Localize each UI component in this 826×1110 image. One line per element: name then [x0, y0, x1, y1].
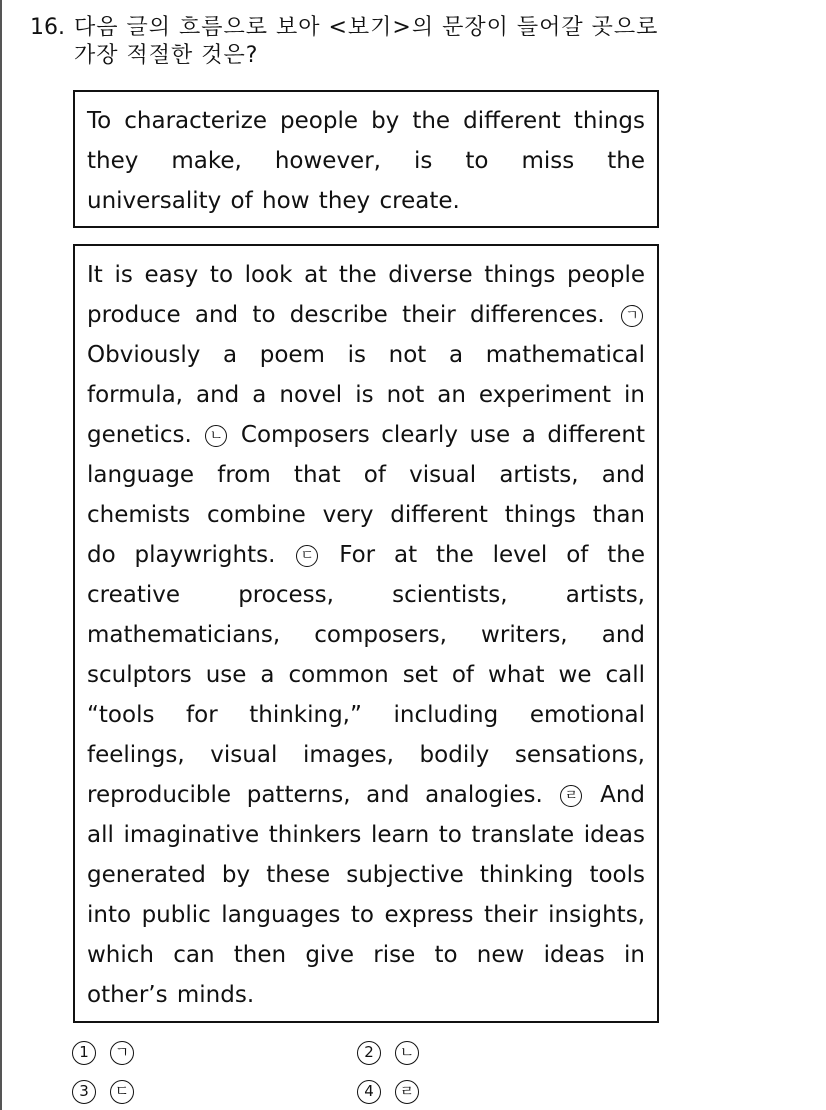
choice-number-4: 4 [357, 1080, 381, 1104]
choice-option-2: ㄴ [395, 1041, 419, 1065]
passage-segment-5: And all imaginative thinkers learn to translate ideas generated by these subjective thinking tools into public languages to express their insights, which can then give rise to new ideas in other’s minds. [87, 782, 646, 1008]
passage-segment-4: For at the level of the creative process, scientists, artists, mathematicians, composers, writers, and sculptors use a common set of what we call “tools for thinking,” including emotional feelings, visual images, bodily sensations, reproducible patterns, and analogies. [87, 542, 646, 808]
answer-choice-3[interactable] [72, 1080, 134, 1104]
insertion-marker-1: ㄱ [621, 305, 643, 327]
answer-choice-1[interactable] [72, 1041, 134, 1065]
insertion-marker-4: ㄹ [560, 785, 582, 807]
choice-number-3: 3 [72, 1080, 96, 1104]
passage-box [73, 244, 659, 1023]
passage-segment-3: Composers clearly use a different language from that of visual artists, and chemists combine very different things than do playwrights. [87, 422, 646, 568]
question-number: 16. [30, 15, 65, 40]
answer-choice-4[interactable] [357, 1080, 419, 1104]
page-left-border [0, 0, 2, 1110]
passage-segment-2: Obviously a poem is not a mathematical formula, and a novel is not an experiment in genetics. [87, 342, 645, 448]
insertion-marker-2: ㄴ [205, 425, 227, 447]
bogi-box [73, 90, 659, 228]
choice-number-2: 2 [357, 1041, 381, 1065]
choice-option-1: ㄱ [110, 1041, 134, 1065]
choice-option-3: ㄷ [110, 1080, 134, 1104]
passage-segment-1: It is easy to look at the diverse things people produce and to describe their differences. [87, 262, 645, 328]
answer-choice-2[interactable] [357, 1041, 419, 1065]
question-prompt-line-1: 다음 글의 흐름으로 보아 <보기>의 문장이 들어갈 곳으로 [74, 15, 659, 40]
choice-number-1: 1 [72, 1041, 96, 1065]
question-prompt-line-2: 가장 적절한 것은? [74, 43, 259, 68]
passage-text [87, 255, 645, 1015]
bogi-sentence: To characterize people by the different things they make, however, is to miss the universality of how they create. [87, 108, 645, 214]
insertion-marker-3: ㄷ [296, 545, 318, 567]
choice-option-4: ㄹ [395, 1080, 419, 1104]
question-prompt [74, 14, 794, 70]
